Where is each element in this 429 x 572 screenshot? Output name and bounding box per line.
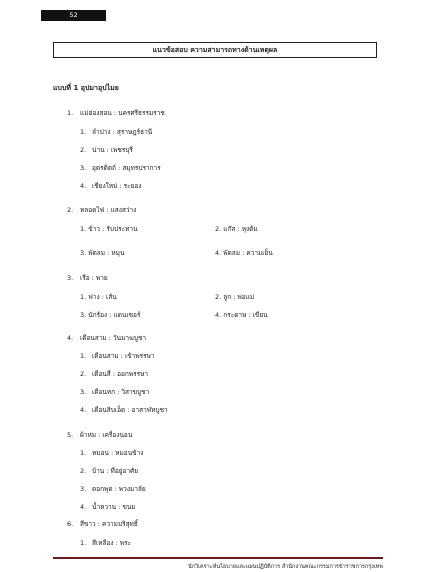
question-5: 5. ผ้าห่ม : เครื่องนอน — [67, 431, 133, 439]
question-4: 4. เดือนสาม : วันมาฆบูชา — [67, 334, 147, 342]
option: 2. ลูก : พ่อแม่ — [215, 293, 255, 301]
question-2: 2. หลอดไฟ : แสงสว่าง — [67, 206, 137, 214]
document-title: แนวข้อสอบ ความสามารถทางด้านเหตุผล — [53, 42, 377, 58]
option: 1. เดือนสาม : เข้าพรรษา — [80, 352, 155, 360]
option: 2. บ้าน : ที่อยู่อาศัย — [80, 467, 139, 475]
question-6: 6. สีขาว : ความบริสุทธิ์ — [67, 520, 138, 528]
question-number: 1. — [67, 109, 74, 117]
option: 3. พัดลม : หมุน — [80, 249, 125, 257]
option: 3. ดอกพุด : พวงมาลัย — [80, 485, 146, 493]
footer-divider — [53, 557, 383, 559]
option: 3. อุตรดิตถ์ : สมุทรปราการ — [80, 164, 161, 172]
option: 2. น่าน : เพชรบุรี — [80, 146, 133, 154]
option: 2. เดือนสี่ : ออกพรรษา — [80, 370, 149, 378]
option: 2. แก๊ส : หุงต้ม — [215, 225, 258, 233]
option: 4. น้ำหวาน : ขนม — [80, 503, 136, 511]
option: 1. ข้าว : รับประทาน — [80, 225, 138, 233]
option: 3. นักร้อง : แดนเซอร์ — [80, 311, 141, 319]
option: 1. หมอน : หมอนข้าง — [80, 449, 144, 457]
option: 1. สีเหลือง : พระ — [80, 539, 132, 547]
option: 4. พัดลม : ความเย็น — [215, 249, 273, 257]
question-text: แม่ฮ่องสอน : นครศรีธรรมราช — [80, 109, 165, 117]
option: 4. เดือนสิบเอ็ด : อาสาฬหบูชา — [80, 406, 168, 414]
footer-text: นักวิเคราะห์นโยบายและแผนปฏิบัติการ สำนักงานคณะกรรมการข้าราชการกรุงเทพ — [187, 564, 383, 570]
question-3: 3. เรือ : พาย — [67, 274, 108, 282]
question-1 — [67, 108, 165, 118]
option: 1. ลำปาง : สุราษฎร์ธานี — [80, 128, 153, 136]
page-number-bar — [41, 10, 106, 21]
option: 1. ฟาง : เส้น — [80, 293, 117, 301]
page-number: 52 — [69, 11, 78, 19]
option: 3. เดือนหก : วิสาขบูชา — [80, 388, 150, 396]
section-heading: แบบที่ 1 อุปมาอุปไมย — [53, 84, 119, 92]
option: 4. กระดาษ : เขียน — [215, 311, 268, 319]
option: 4. เชียงใหม่ : ระยอง — [80, 182, 142, 190]
